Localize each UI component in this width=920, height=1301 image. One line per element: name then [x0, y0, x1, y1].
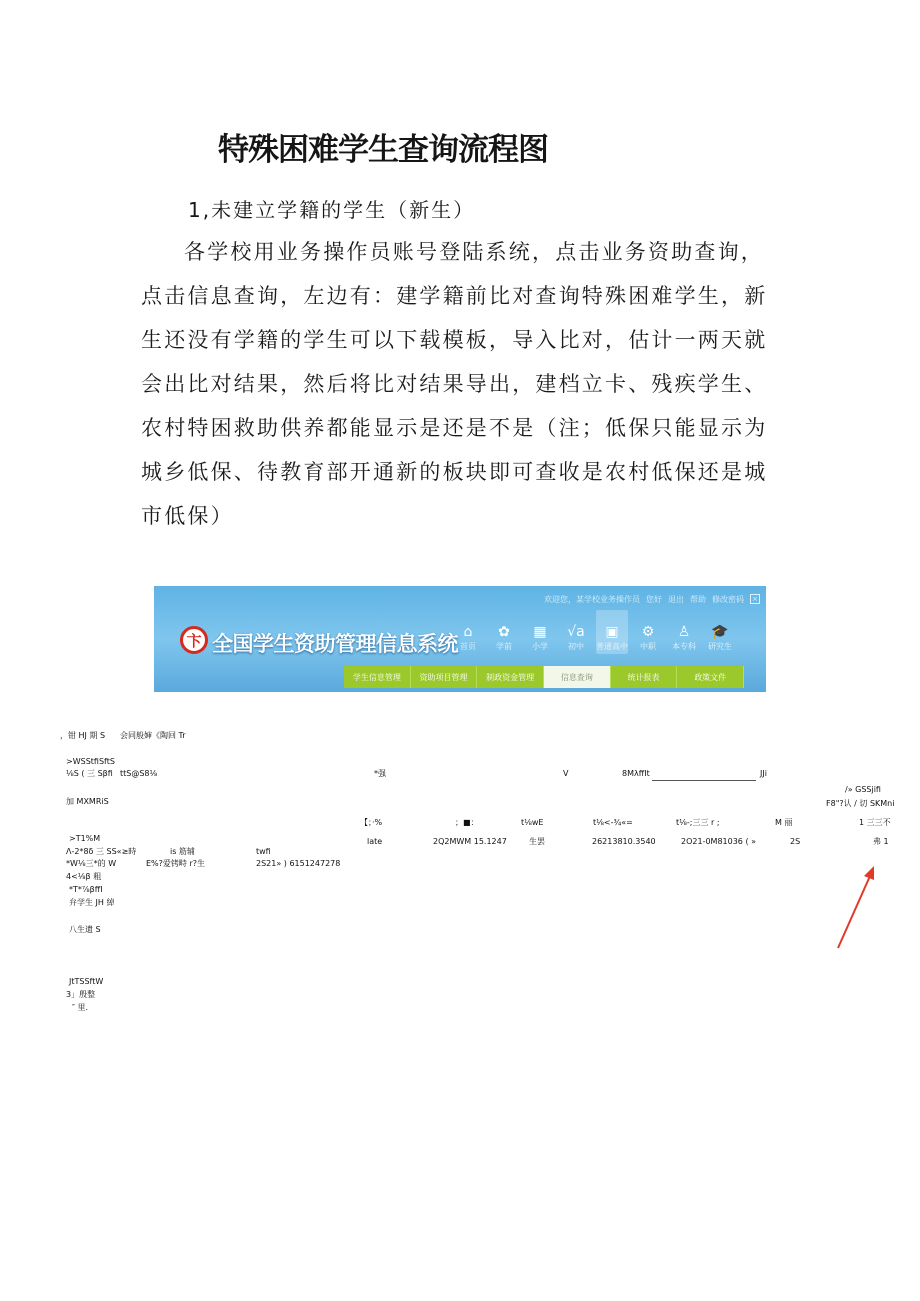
garbled-text: M 丽: [775, 818, 793, 827]
garbled-text: 弁学生 JH 綽: [69, 898, 115, 907]
garbled-text: t⅛-;三三 r ;: [676, 818, 720, 827]
nav-senior[interactable]: [596, 610, 628, 654]
nav-label: 普通高中: [596, 642, 628, 651]
garbled-text: late: [367, 837, 383, 846]
garbled-text: twfi: [256, 847, 271, 856]
phone-icon: ▣: [605, 624, 619, 640]
garbled-text: 8MλffIt: [622, 769, 650, 778]
garbled-text: 会同般婶《陶回 Tr: [120, 731, 186, 740]
flask-icon: ♙: [677, 624, 691, 640]
garbled-text: ″ 里.: [72, 1003, 89, 1012]
red-arrow-icon: [830, 862, 882, 954]
garbled-text: /» GSSjifi: [845, 785, 881, 794]
garbled-text: 4<⅛β 粗: [66, 872, 102, 881]
nav-graduate[interactable]: [704, 610, 736, 654]
garbled-text: 2S: [790, 837, 801, 846]
paragraph-line: 农村特困救助供养都能显示是还是不是（注；低保只能显示为: [141, 416, 768, 440]
garbled-text: 2O21-0M81036 ( »: [681, 837, 756, 846]
garbled-text: F8"?认 / 切 SKMni: [826, 799, 895, 808]
nav-label: 初中: [568, 642, 584, 651]
system-logo: 卞: [180, 626, 208, 654]
garbled-text: t⅛wE: [521, 818, 544, 827]
garbled-text: 2Q2MWM 15.1247: [433, 837, 507, 846]
page-title: 特殊困难学生查询流程图: [218, 132, 548, 168]
instructions-paragraph: [141, 230, 781, 538]
paragraph-line: 市低保）: [141, 504, 234, 528]
garbled-text: ⅛S ( 三 Sβfi: [66, 769, 113, 778]
nav-label: 本专科: [672, 642, 696, 651]
book-icon: ▦: [533, 624, 547, 640]
nav-label: 小学: [532, 642, 548, 651]
garbled-text: 弗 1: [873, 837, 889, 846]
system-nav-icons: [452, 610, 736, 654]
cap-icon: 🎓: [711, 624, 729, 640]
nav-vocational[interactable]: [632, 610, 664, 654]
nav-label: 学前: [496, 642, 512, 651]
menu-funds[interactable]: 制政资金管理: [477, 666, 544, 688]
change-password-link[interactable]: 修改密码: [712, 594, 744, 604]
garbled-text: JtTSSftW: [69, 977, 104, 986]
system-screenshot: [154, 586, 766, 692]
garbled-text: 3」殷整: [66, 990, 96, 999]
paragraph-line: 会出比对结果，然后将比对结果导出，建档立卡、残疾学生、: [141, 372, 768, 396]
garbled-text: 1 三三不: [859, 818, 891, 827]
menu-aid-projects[interactable]: 资助项目管理: [411, 666, 478, 688]
garbled-text: E%?爱铐畤 r?生: [146, 859, 205, 868]
logout-link[interactable]: 退出: [668, 594, 684, 604]
welcome-text: 欢迎您，某学校业务操作员: [544, 594, 640, 604]
paragraph-line: 点击信息查询，左边有：建学籍前比对查询特殊困难学生，新: [141, 284, 768, 308]
nav-label: 研究生: [708, 642, 732, 651]
garbled-text: ttS@S8⅛: [120, 769, 158, 778]
menu-info-query[interactable]: 信息查询: [544, 666, 611, 688]
nav-preschool[interactable]: [488, 610, 520, 654]
system-name: 全国学生资助管理信息系统: [212, 632, 458, 656]
menu-student-info[interactable]: 学生信息管理: [344, 666, 411, 688]
pin-icon: ✿: [498, 624, 510, 640]
nav-label: 中职: [640, 642, 656, 651]
menu-reports[interactable]: 统计报表: [611, 666, 678, 688]
garbled-text: 生罢: [529, 837, 545, 846]
garbled-text: 加 MXMRiS: [66, 797, 109, 806]
garbled-text: *强: [374, 769, 386, 778]
section-heading: 1,未建立学籍的学生（新生）: [188, 198, 476, 222]
nav-junior[interactable]: [560, 610, 592, 654]
nav-college[interactable]: [668, 610, 700, 654]
garbled-text: is 筋辅: [170, 847, 195, 856]
nav-label: 首页: [460, 642, 476, 651]
help-link[interactable]: 帮助: [690, 594, 706, 604]
system-topbar: [544, 592, 760, 606]
garbled-text: 【；·%: [360, 818, 383, 827]
system-menu: [344, 666, 744, 688]
nav-primary[interactable]: [524, 610, 556, 654]
hello-link[interactable]: 您好: [646, 594, 662, 604]
paragraph-line: 生还没有学籍的学生可以下载模板，导入比对，估计一两天就: [141, 328, 768, 352]
garbled-text: Λ-2*8δ 三 SS«≥時: [66, 847, 137, 856]
sqrt-icon: √a: [567, 624, 585, 640]
garbled-text: *T*⅞βffI: [69, 885, 103, 894]
garbled-text: t⅛<-¾«=: [593, 818, 633, 827]
garbled-text: 2S21» ) 6151247278: [256, 859, 341, 868]
nav-home[interactable]: [452, 610, 484, 654]
garbled-text: *W⅛三*的 W: [66, 859, 117, 868]
garbled-text: ；■：: [455, 818, 479, 827]
paragraph-line: 各学校用业务操作员账号登陆系统，点击业务资助查询，: [184, 240, 764, 264]
garbled-text: >T1%M: [69, 834, 101, 843]
garbled-text: JJi: [760, 769, 767, 778]
underline-rule: [652, 780, 756, 781]
home-icon: ⌂: [463, 624, 473, 640]
menu-policy[interactable]: 政策文件: [677, 666, 744, 688]
garbled-text: >WSStfiSftS: [66, 757, 115, 766]
garbled-text: 26213810.3540: [592, 837, 656, 846]
garbled-text: V: [563, 769, 569, 778]
paragraph-line: 城乡低保、待教育部开通新的板块即可查收是农村低保还是城: [141, 460, 768, 484]
close-icon[interactable]: ×: [750, 594, 760, 604]
garbled-text: ，钳 HJ 期 S: [60, 731, 106, 740]
garbled-text: 八生遗 S: [69, 925, 101, 934]
gear-icon: ⚙: [641, 624, 655, 640]
